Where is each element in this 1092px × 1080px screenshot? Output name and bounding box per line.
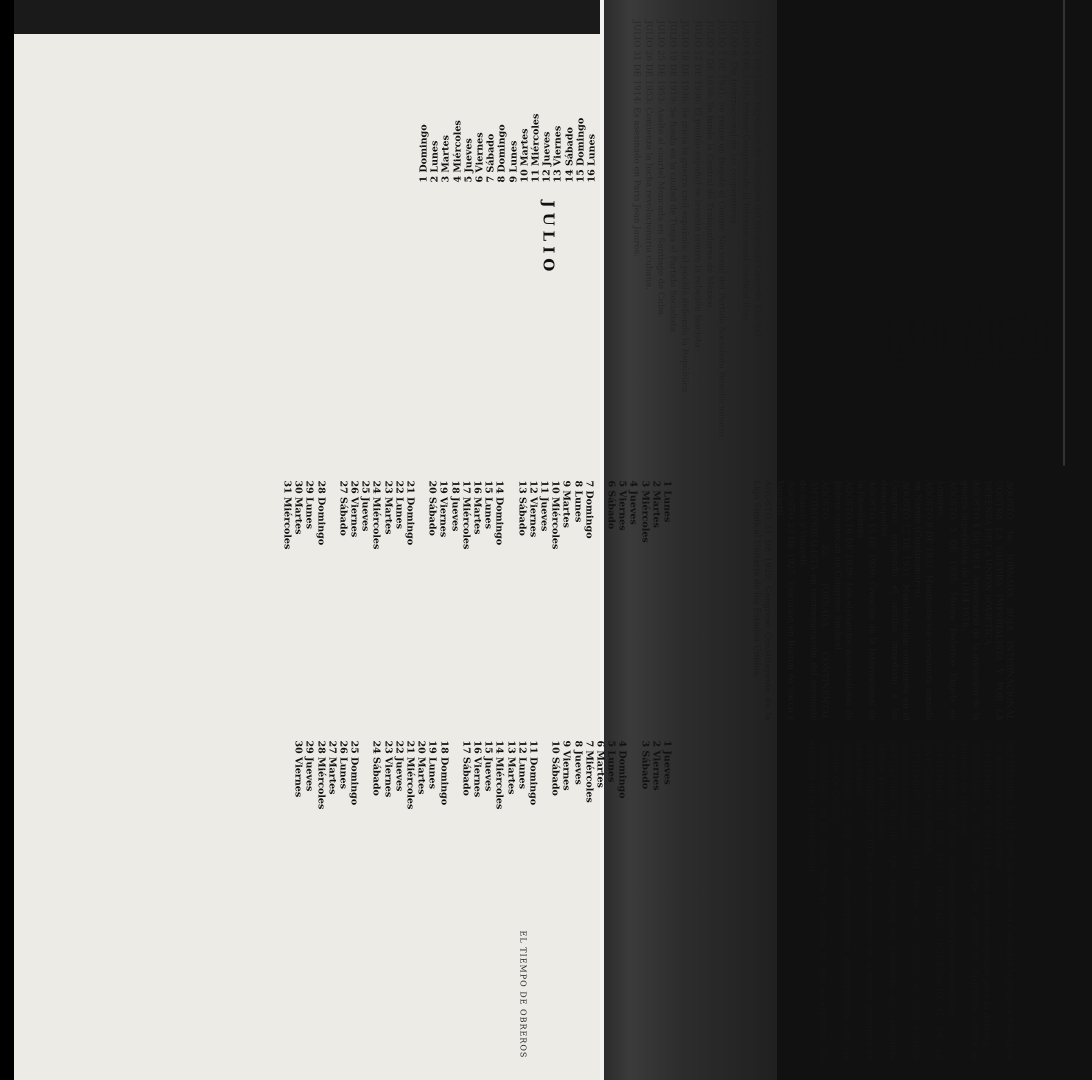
- week-gap: [326, 480, 337, 590]
- day-row: 14 Miércoles: [493, 740, 505, 809]
- day-row: 10 Sábado: [549, 740, 561, 796]
- week-gap: [415, 480, 426, 590]
- day-row: 27 Martes: [325, 740, 337, 794]
- event-entry: JULIO 26 DE 1953: Comienza la lucha revolucionaria cubana.: [643, 20, 654, 290]
- event-entry: JULIO 19 DE 1919: Se funda en la ciudad de Tunja el Partido Socialista.: [667, 20, 678, 335]
- day-row: 15 Jueves: [482, 740, 494, 791]
- julio-events: [629, 20, 762, 450]
- day-row: 9 Viernes: [560, 740, 572, 791]
- day-row: 24 Sábado: [370, 740, 382, 796]
- week-gap: [627, 740, 638, 860]
- week-gap: [359, 740, 370, 860]
- day-row: 22 Domingo: [939, 305, 951, 370]
- day-row: 2 Viernes: [649, 740, 661, 791]
- week-gap: [504, 480, 515, 590]
- septiembre-days: [292, 740, 672, 860]
- day-row: 31 Miércoles: [280, 480, 292, 549]
- day-row: 11 Miércoles: [529, 113, 541, 182]
- day-row: 29 Lunes: [303, 480, 315, 529]
- event-entry: AGOSTO 5 DE 1895: Muere Federico Engels en Londres.: [935, 480, 957, 720]
- event-entry: SEPTIEMBRE 16 DE 1931: Muere en Colombia el gran escritor comunista Luis Tejada.: [899, 740, 921, 1060]
- day-row: 2 Lunes: [428, 140, 440, 182]
- day-row: 6 Viernes: [473, 131, 485, 182]
- day-row: 26 Lunes: [336, 740, 348, 789]
- day-row: 12 Lunes: [515, 740, 527, 789]
- event-entry: JULIO 1 DE 1931: Se reune en Bogotá el Comité Nacional del Partido Socialista Revolucionario.: [715, 20, 726, 439]
- day-row: 10 Martes: [518, 128, 530, 182]
- event-entry: SEPTIEMBRE 28 DE 1864: Mitin en Londres en que se aprueban los estatutos de la I Internacional.: [806, 740, 828, 1060]
- day-row: 15 Lunes: [482, 480, 494, 529]
- event-entry: JULIO 4 DE 1919: Primer Congreso de la Internacional Sindical Roja.: [739, 20, 750, 324]
- day-row: 5 Lunes: [605, 740, 617, 782]
- day-row: 7 Sábado: [484, 133, 496, 182]
- day-row: 14 Domingo: [493, 480, 505, 545]
- day-row: 27 Viernes: [995, 313, 1007, 370]
- day-row: 30 Martes: [292, 480, 304, 534]
- event-entry: AGOSTO 8 DE 1931: Manifestación comunista armada en Nariño (Cundinamarca).: [912, 480, 934, 720]
- day-row: 13 Martes: [504, 740, 516, 794]
- week-gap: [594, 480, 605, 590]
- event-entry: JULIO 31 DE 1914: Es asesinado en París Jean Jaurès.: [631, 20, 642, 257]
- day-row: 4 Miércoles: [451, 119, 463, 182]
- event-entry: JULIO 18 DE 1936: Se inicia la guerra civil española; el pueblo defiende la República.: [679, 20, 690, 395]
- day-row: 8 Jueves: [571, 740, 583, 785]
- day-row: 21 Miércoles: [403, 740, 415, 809]
- day-row: 24 Miércoles: [370, 480, 382, 549]
- week-gap: [449, 740, 460, 860]
- event-entry: AGOSTO 22: JORNADA CONTINENTAL ANTIIMPERIALISTA en conmemoración del asesinato de Sacco y Vanzetti.: [797, 480, 830, 720]
- day-row: 8 Lunes: [571, 480, 583, 522]
- event-entry: SEPTIEMBRE 1o DE 1939: Se declara en Colombia la primera huelga de los ferroviarios de La Dorada.: [992, 740, 1014, 1060]
- day-row: 29 Domingo: [1018, 305, 1030, 370]
- event-entry: AGOSTO 4 DE 1914: Aniversario de la iniciación de la guerra imperialista de 1914-1918.: [958, 480, 980, 720]
- day-row: 9 Martes: [560, 480, 572, 528]
- day-row: 11 Jueves: [537, 480, 549, 531]
- agosto-days: [281, 480, 672, 590]
- day-row: 27 Sábado: [336, 480, 348, 536]
- event-entry: SEPTIEMBRE 4 DE 1914: La clase obrera se organiza para la defensa.: [980, 740, 991, 1049]
- month-agosto: [280, 470, 1092, 720]
- day-row: 5 Jueves: [462, 137, 474, 182]
- month-title-agosto: AGOSTO: [1019, 520, 1037, 623]
- julio-days-b: [884, 230, 1052, 370]
- day-row: 13 Sábado: [515, 480, 527, 536]
- day-row: 30 Viernes: [292, 740, 304, 797]
- day-row: 29 Jueves: [303, 740, 315, 791]
- month-title-julio: JULIO: [539, 200, 557, 276]
- day-row: 17 Miércoles: [459, 480, 471, 549]
- day-row: 4 Jueves: [627, 480, 639, 525]
- event-entry: AGOSTO 12 DE 1931: Manifestación comunista en el Congreso, exigiendo el auxilio inmediato a los desocupados.: [877, 480, 911, 720]
- agosto-events: [749, 480, 1014, 720]
- day-row: 14 Sábado: [563, 126, 575, 182]
- day-row: 7 Domingo: [582, 480, 594, 539]
- day-row: 1 Lunes: [661, 480, 672, 522]
- month-septiembre: [292, 730, 1092, 1060]
- event-entry: SEPTIEMBRE 21 DE 1928: Las conmociones de la región bananera de Santa Marta.: [852, 740, 874, 1060]
- event-entry: AGOSTO 16 DE 1929: Los elementos nacionalistas de Bolivia convocan un Congreso Sindical.: [831, 480, 853, 720]
- day-row: 30 Lunes: [1029, 321, 1041, 370]
- day-row: 6 Martes: [593, 740, 605, 788]
- day-row: 12 Viernes: [526, 480, 538, 537]
- day-row: 15 Domingo: [574, 117, 586, 182]
- day-row: 26 Jueves: [984, 319, 996, 370]
- septiembre-events: [804, 740, 1014, 1060]
- day-row: 25 Miércoles: [973, 301, 985, 370]
- event-entry: SEPTIEMBRE 27 DE 1929: Pronunciamiento revolucionario en San Vicente de Chucurí.: [829, 740, 851, 1060]
- day-row: 25 Domingo: [348, 740, 360, 805]
- day-row: 10 Miércoles: [549, 480, 561, 549]
- day-row: 8 Domingo: [496, 123, 508, 182]
- day-row: 21 Domingo: [403, 480, 415, 545]
- day-row: 22 Jueves: [392, 740, 404, 791]
- event-entry: JULIO 6: Día Internacional de las cooperativas.: [727, 20, 738, 226]
- day-row: 19 Lunes: [426, 740, 438, 789]
- day-row: 12 Jueves: [540, 131, 552, 182]
- day-row: 7 Miércoles: [582, 740, 594, 803]
- day-row: 18 Jueves: [448, 480, 460, 531]
- day-row: 17 Sábado: [459, 740, 471, 796]
- day-row: 1 Domingo: [417, 123, 429, 182]
- day-row: 16 Viernes: [470, 740, 482, 797]
- event-entry: JULIO 7 DE 1936: Se funda la Central de Trabajadores de México.: [703, 20, 714, 310]
- day-row: 3 Sábado: [638, 740, 650, 789]
- day-row: 20 Viernes: [917, 313, 929, 370]
- day-row: 23 Martes: [381, 480, 393, 534]
- day-row: 17 Martes: [883, 316, 895, 370]
- day-row: 3 Miércoles: [638, 480, 650, 543]
- event-entry: AGOSTO 23 DE 1927: Ejecución en Boston de Sacco y Vanzetti.: [774, 480, 796, 720]
- day-row: 1 Jueves: [661, 740, 672, 785]
- fold-divider: [1062, 0, 1064, 465]
- event-entry: AGOSTO 15 DE 1929: Creación de la Internacional de la Enseñanza.: [854, 480, 876, 720]
- day-row: 18 Miércoles: [895, 301, 907, 370]
- day-row: 19 Jueves: [906, 319, 918, 370]
- day-row: 9 Lunes: [507, 140, 519, 182]
- month-title-septiembre: SEPTIEMBRE: [1019, 840, 1037, 1007]
- event-entry: AGOSTO 1o: JORNADA ROJA INTERNACIONAL CONTRA LA GUERRA IMPERIALISTA Y POR LA DEFENSA DE LA UNION SOVIETICA.: [981, 480, 1014, 720]
- event-entry: SEPTIEMBRE 6 DE 1930: Golpe de estado en Argentina contra el gobierno de Yrigoyen.: [957, 740, 979, 1060]
- event-entry: JULIO 25 DE 1953: Asalto al cuartel Moncada en Santiago de Cuba.: [655, 20, 666, 317]
- day-row: 16 Martes: [470, 480, 482, 534]
- day-row: 21 Sábado: [928, 314, 940, 370]
- day-row: 23 Viernes: [381, 740, 393, 797]
- day-row: 20 Martes: [415, 740, 427, 794]
- event-entry: SEPTIEMBRE 11 DE 1927: JORNADA INTERNACIONAL DE LA JUVENTUD PROLETARIA.: [922, 740, 944, 1060]
- event-entry: SEPTIEMBRE 20 DE 1926: Expulsión de Colombia del comunista italiano Vicente Adamo.: [875, 740, 898, 1060]
- page-footer: EL TIEMPO DE OBREROS: [518, 930, 527, 1058]
- day-row: 20 Sábado: [426, 480, 438, 536]
- day-row: 2 Martes: [649, 480, 661, 528]
- event-entry: SEPTIEMBRE 9 DE 1936: Conferencia de los países socialistas.: [945, 740, 956, 1018]
- day-row: 28 Domingo: [314, 480, 326, 545]
- day-row: 5 Viernes: [616, 480, 628, 531]
- day-row: 18 Domingo: [437, 740, 449, 805]
- day-row: 16 Lunes: [585, 133, 597, 182]
- scan-left-edge: [0, 0, 14, 1080]
- day-row: 6 Sábado: [604, 480, 616, 529]
- day-row: 11 Domingo: [526, 740, 538, 805]
- day-row: 4 Domingo: [616, 740, 628, 799]
- day-row: 26 Viernes: [347, 480, 359, 537]
- event-entry: JULIO 1 DE 1868: Expulsión de Colombia del esforzado Gerardo Stachel.: [752, 20, 762, 340]
- day-row: 28 Sábado: [1007, 314, 1019, 370]
- day-row: 25 Jueves: [359, 480, 371, 531]
- event-entry: JULIO 12 DE 1936: El pueblo español se levanta contra la rebelión fascista.: [691, 20, 702, 351]
- month-julio: [417, 0, 1092, 460]
- day-row: 28 Miércoles: [314, 740, 326, 809]
- day-row: 31 Martes: [1040, 316, 1052, 370]
- day-row: 3 Martes: [440, 134, 452, 182]
- day-row: 24 Martes: [962, 316, 974, 370]
- julio-days: [418, 62, 597, 182]
- day-row: 23 Lunes: [951, 321, 963, 370]
- day-row: 13 Viernes: [552, 125, 564, 182]
- rotated-calendar: [280, 0, 1092, 1080]
- day-row: 22 Lunes: [392, 480, 404, 529]
- day-row: 19 Viernes: [437, 480, 449, 537]
- event-entry: AGOSTO 31 DE 1929: Congreso Constituyente de la Liga Sindical Unitaria de los Estados Unidos.: [750, 480, 773, 720]
- week-gap: [538, 740, 549, 860]
